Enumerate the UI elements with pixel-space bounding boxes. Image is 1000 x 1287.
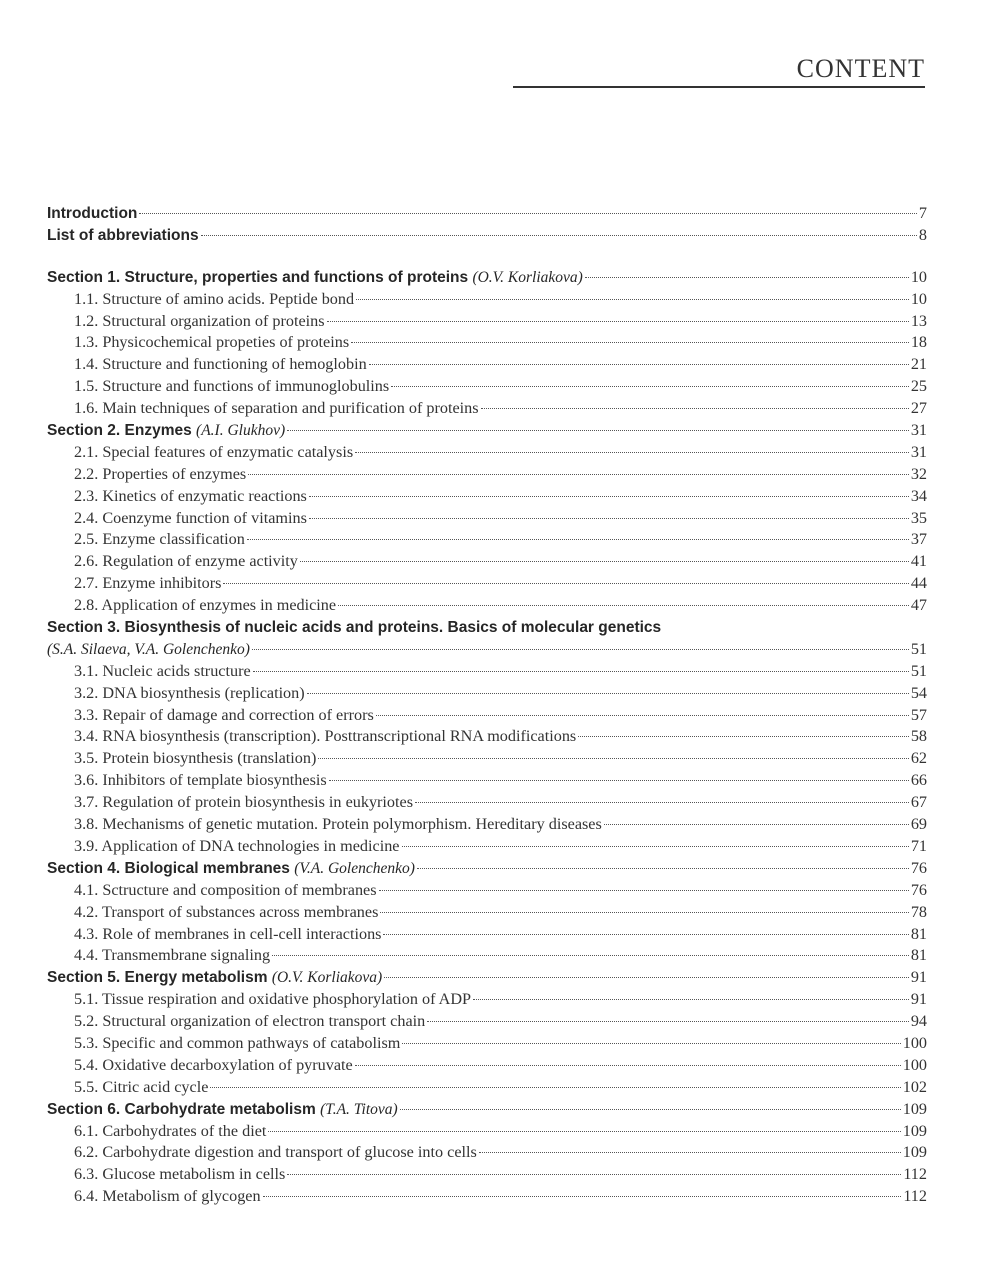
dot-leader (139, 213, 917, 214)
toc-entry-title (74, 508, 307, 530)
toc-page-number: 54 (910, 683, 927, 702)
toc-entry-title (74, 770, 327, 792)
toc-entry-title (74, 551, 298, 573)
toc-entry-label: 2.5. Enzyme classification (74, 530, 245, 549)
toc-page-number: 27 (910, 399, 927, 418)
toc-entry-author: (T.A. Titova) (320, 1100, 398, 1118)
dot-leader (415, 802, 909, 803)
dot-leader (309, 518, 909, 519)
toc-subsection-entry (47, 792, 927, 814)
toc-entry-label: 3.3. Repair of damage and correction of errors (74, 705, 374, 724)
toc-page-number: 100 (902, 1033, 927, 1052)
toc-entry-label: List of abbreviations (47, 226, 199, 244)
toc-entry-author: (O.V. Korliakova) (472, 268, 583, 286)
toc-subsection-entry (47, 683, 927, 705)
toc-entry-title (74, 289, 354, 311)
toc-page-number: 71 (910, 836, 927, 855)
toc-page-number: 25 (910, 377, 927, 396)
dot-leader (223, 583, 908, 584)
dot-leader (248, 474, 909, 475)
toc-subsection-entry (47, 354, 927, 376)
page-header (513, 54, 925, 88)
toc-entry-label: 1.6. Main techniques of separation and purification of proteins (74, 399, 479, 418)
toc-page-number: 102 (902, 1077, 927, 1096)
toc-entry-title (74, 595, 336, 617)
toc-entry-title (74, 748, 316, 770)
dot-leader (376, 715, 909, 716)
toc-page-number: 8 (918, 225, 927, 244)
toc-entry-title (74, 902, 378, 924)
toc-page-number: 78 (910, 902, 927, 921)
toc-page-number: 57 (910, 705, 927, 724)
dot-leader (351, 342, 909, 343)
dot-leader (604, 824, 909, 825)
toc-entry-label: Section 1. Structure, properties and functions of proteins (47, 268, 469, 286)
toc-page-number: 41 (910, 552, 927, 571)
toc-entry-label: 3.9. Application of DNA technologies in medicine (74, 836, 400, 855)
toc-subsection-entry (47, 924, 927, 946)
toc-subsection-entry (47, 398, 927, 420)
toc-subsection-entry (47, 770, 927, 792)
toc-entry-title (74, 332, 349, 354)
toc-page-number: 91 (910, 990, 927, 1009)
toc-entry-label: 5.4. Oxidative decarboxylation of pyruvate (74, 1055, 353, 1074)
toc-entry-title (74, 486, 307, 508)
dot-leader (263, 1196, 902, 1197)
toc-entry-title (74, 880, 377, 902)
toc-entry-title (74, 442, 353, 464)
toc-entry-title (74, 945, 270, 967)
toc-page-number: 76 (910, 858, 927, 877)
toc-subsection-entry (47, 529, 927, 551)
toc-entry-title (74, 354, 367, 376)
toc-page-number: 109 (902, 1121, 927, 1140)
toc-entry-label: 4.1. Sctructure and composition of membranes (74, 880, 377, 899)
toc-page-number: 81 (910, 924, 927, 943)
toc-subsection-entry (47, 880, 927, 902)
toc-subsection-entry (47, 989, 927, 1011)
toc-subsection-entry (47, 1055, 927, 1077)
toc-subsection-entry (47, 311, 927, 333)
dot-leader (327, 321, 909, 322)
toc-entry-title (47, 267, 583, 289)
toc-page-number: 35 (910, 508, 927, 527)
toc-entry-label: Section 3. Biosynthesis of nucleic acids and proteins. Basics of molecular genetics (47, 619, 662, 637)
toc-entry-label: 2.3. Kinetics of enzymatic reactions (74, 486, 307, 505)
toc-entry-label: Section 2. Enzymes (47, 422, 192, 440)
toc-entry-title (47, 1099, 398, 1121)
toc-section-entry (47, 420, 927, 442)
toc-entry-label: 3.2. DNA biosynthesis (replication) (74, 683, 305, 702)
toc-entry-label: Section 6. Carbohydrate metabolism (47, 1100, 316, 1118)
toc-subsection-entry (47, 1164, 927, 1186)
dot-leader (268, 1131, 900, 1132)
toc-entry-title (47, 420, 285, 442)
toc-subsection-entry (47, 726, 927, 748)
toc-entry-title (47, 967, 382, 989)
toc-entry-label: 3.8. Mechanisms of genetic mutation. Protein polymorphism. Hereditary diseases (74, 815, 602, 834)
dot-leader (379, 890, 909, 891)
toc-entry-title (74, 726, 576, 748)
toc-entry-title (74, 1186, 261, 1208)
toc-entry-label: 2.7. Enzyme inhibitors (74, 574, 222, 593)
toc-subsection-entry (47, 289, 927, 311)
dot-leader (356, 299, 909, 300)
toc-entry-author: (S.A. Silaeva, V.A. Golenchenko) (47, 640, 250, 658)
toc-entry-title (47, 203, 137, 225)
toc-page-number: 109 (902, 1099, 927, 1118)
toc-section-entry (47, 225, 927, 247)
toc-entry-title (47, 639, 250, 661)
toc-page-number: 10 (910, 289, 927, 308)
toc-entry-label: Section 5. Energy metabolism (47, 969, 268, 987)
dot-leader (578, 736, 909, 737)
toc-entry-label: Introduction (47, 205, 138, 222)
toc-entry-title (74, 836, 400, 858)
toc-entry-label: 1.5. Structure and functions of immunoglobulins (74, 377, 390, 396)
toc-section-entry (47, 267, 927, 289)
toc-page-number: 37 (910, 530, 927, 549)
toc-entry-title (74, 1142, 477, 1164)
dot-leader (300, 561, 909, 562)
dot-leader (309, 496, 909, 497)
toc-page-number: 66 (910, 771, 927, 790)
dot-leader (338, 605, 909, 606)
dot-leader (473, 999, 909, 1000)
toc-subsection-entry (47, 1186, 927, 1208)
toc-subsection-entry (47, 376, 927, 398)
dot-leader (329, 780, 909, 781)
dot-leader (402, 846, 909, 847)
toc-subsection-entry (47, 551, 927, 573)
toc-section-entry (47, 967, 927, 989)
toc-subsection-entry (47, 486, 927, 508)
toc-entry-label: 3.5. Protein biosynthesis (translation) (74, 749, 317, 768)
toc-entry-label: 5.2. Structural organization of electron transport chain (74, 1012, 426, 1031)
toc-section-entry (47, 639, 927, 661)
toc-entry-label: 4.4. Transmembrane signaling (74, 946, 271, 965)
toc-subsection-entry (47, 814, 927, 836)
toc-page-number: 31 (910, 421, 927, 440)
dot-leader (479, 1152, 901, 1153)
toc-page-number: 112 (903, 1187, 927, 1206)
toc-entry-title (74, 1033, 400, 1055)
toc-subsection-entry (47, 442, 927, 464)
toc-page-number: 100 (902, 1055, 927, 1074)
toc-entry-title (74, 989, 471, 1011)
toc-entry-title (74, 1121, 266, 1143)
dot-leader (400, 1109, 901, 1110)
toc-entry-author: (A.I. Glukhov) (196, 422, 286, 440)
toc-page-number: 34 (910, 486, 927, 505)
toc-page-number: 94 (910, 1012, 927, 1031)
toc-page-number: 69 (910, 815, 927, 834)
toc-entry-label: 4.3. Role of membranes in cell-cell interactions (74, 924, 382, 943)
toc-page-number: 76 (910, 880, 927, 899)
dot-leader (272, 955, 909, 956)
toc-subsection-entry (47, 748, 927, 770)
toc-entry-title (74, 311, 325, 333)
toc-page-number: 10 (910, 267, 927, 286)
toc-entry-title (47, 858, 415, 880)
dot-leader (402, 1043, 900, 1044)
toc-page-number: 47 (910, 596, 927, 615)
dot-leader (355, 452, 909, 453)
toc-entry-label: 2.8. Application of enzymes in medicine (74, 596, 337, 615)
toc-entry-label: 4.2. Transport of substances across membranes (74, 902, 379, 921)
toc-page-number: 32 (910, 464, 927, 483)
toc-subsection-entry (47, 705, 927, 727)
toc-page-number: 81 (910, 946, 927, 965)
toc-entry-label: 5.1. Tissue respiration and oxidative phosphorylation of ADP (74, 990, 472, 1009)
toc-subsection-entry (47, 902, 927, 924)
toc-entry-title (74, 573, 221, 595)
toc-subsection-entry (47, 945, 927, 967)
toc-entry-label: 1.4. Structure and functioning of hemoglobin (74, 355, 367, 374)
toc-entry-label: 3.7. Regulation of protein biosynthesis in eukyriotes (74, 793, 413, 812)
dot-leader (318, 758, 908, 759)
toc-entry-title (74, 464, 246, 486)
dot-leader (253, 671, 909, 672)
toc-entry-title (74, 661, 251, 683)
page-title: CONTENT (796, 54, 925, 83)
toc-page-number: 51 (910, 661, 927, 680)
toc-subsection-entry (47, 836, 927, 858)
toc-entry-title (74, 1055, 353, 1077)
toc-page-number: 112 (903, 1165, 927, 1184)
toc-entry-title (74, 792, 413, 814)
toc-entry-title (74, 398, 479, 420)
toc-entry-title (47, 225, 199, 247)
toc-section-entry (47, 858, 927, 880)
dot-leader (585, 277, 909, 278)
toc-page-number: 58 (910, 727, 927, 746)
toc-subsection-entry (47, 1077, 927, 1099)
toc-entry-title (74, 924, 381, 946)
toc-entry-label: 2.1. Special features of enzymatic catalysis (74, 442, 354, 461)
toc-entry-title (74, 1077, 208, 1099)
toc-entry-title (74, 1011, 425, 1033)
dot-leader (355, 1065, 901, 1066)
dot-leader (391, 386, 909, 387)
dot-leader (383, 934, 908, 935)
toc-subsection-entry (47, 1033, 927, 1055)
toc-entry-label: 6.4. Metabolism of glycogen (74, 1187, 261, 1206)
toc-subsection-entry (47, 464, 927, 486)
toc-entry-label: 3.1. Nucleic acids structure (74, 661, 251, 680)
toc-page-number: 44 (910, 574, 927, 593)
toc-page-number: 67 (910, 793, 927, 812)
toc-entry-title (74, 683, 305, 705)
toc-page-number: 18 (910, 333, 927, 352)
toc-subsection-entry (47, 1121, 927, 1143)
toc-section-entry (47, 1099, 927, 1121)
toc-subsection-entry (47, 1011, 927, 1033)
toc-entry-label: 6.2. Carbohydrate digestion and transport of glucose into cells (74, 1143, 477, 1162)
dot-leader (481, 408, 909, 409)
toc-entry-label: 1.2. Structural organization of proteins (74, 311, 325, 330)
toc-subsection-entry (47, 595, 927, 617)
toc-page-number: 21 (910, 355, 927, 374)
toc-entry-label: 3.6. Inhibitors of template biosynthesis (74, 771, 327, 790)
toc-entry-title (74, 1164, 285, 1186)
toc-entry-label: 3.4. RNA biosynthesis (transcription). Posttranscriptional RNA modifications (74, 727, 577, 746)
dot-leader (369, 364, 909, 365)
dot-leader (247, 539, 909, 540)
dot-leader (287, 430, 909, 431)
toc-page-number: 13 (910, 311, 927, 330)
toc-entry-author: (O.V. Korliakova) (271, 969, 383, 987)
toc-subsection-entry (47, 1142, 927, 1164)
toc-subsection-entry (47, 661, 927, 683)
toc-page-number: 62 (910, 749, 927, 768)
toc-entry-label: Section 4. Biological membranes (47, 859, 290, 877)
dot-leader (417, 868, 909, 869)
toc-entry-label: 6.1. Carbohydrates of the diet (74, 1121, 267, 1140)
toc-entry-title (74, 705, 374, 727)
dot-leader (210, 1087, 900, 1088)
toc-section-entry (47, 617, 927, 639)
toc-entry-label: 2.6. Regulation of enzyme activity (74, 552, 298, 571)
toc-entry-author: (V.A. Golenchenko) (294, 859, 415, 877)
table-of-contents (47, 203, 927, 1208)
toc-page-number: 91 (910, 968, 927, 987)
toc-subsection-entry (47, 573, 927, 595)
toc-entry-title (74, 814, 602, 836)
toc-page-number: 7 (918, 204, 927, 222)
toc-entry-label: 2.2. Properties of enzymes (74, 464, 247, 483)
dot-leader (307, 693, 909, 694)
toc-entry-title (74, 529, 245, 551)
toc-entry-label: 5.3. Specific and common pathways of catabolism (74, 1033, 401, 1052)
toc-entry-label: 1.3. Physicochemical propeties of proteins (74, 333, 350, 352)
dot-leader (287, 1174, 901, 1175)
toc-entry-label: 1.1. Structure of amino acids. Peptide bond (74, 289, 355, 308)
toc-section-entry (47, 203, 927, 225)
toc-entry-label: 6.3. Glucose metabolism in cells (74, 1165, 286, 1184)
toc-entry-label: 5.5. Citric acid cycle (74, 1077, 209, 1096)
toc-page-number: 51 (910, 639, 927, 658)
dot-leader (427, 1021, 909, 1022)
toc-page-number: 109 (902, 1143, 927, 1162)
toc-entry-label: 2.4. Coenzyme function of vitamins (74, 508, 307, 527)
dot-leader (252, 649, 909, 650)
toc-subsection-entry (47, 332, 927, 354)
toc-subsection-entry (47, 508, 927, 530)
dot-leader (384, 977, 909, 978)
toc-entry-title (47, 617, 661, 639)
toc-page-number: 31 (910, 442, 927, 461)
dot-leader (201, 235, 917, 236)
toc-entry-title (74, 376, 389, 398)
dot-leader (380, 912, 908, 913)
